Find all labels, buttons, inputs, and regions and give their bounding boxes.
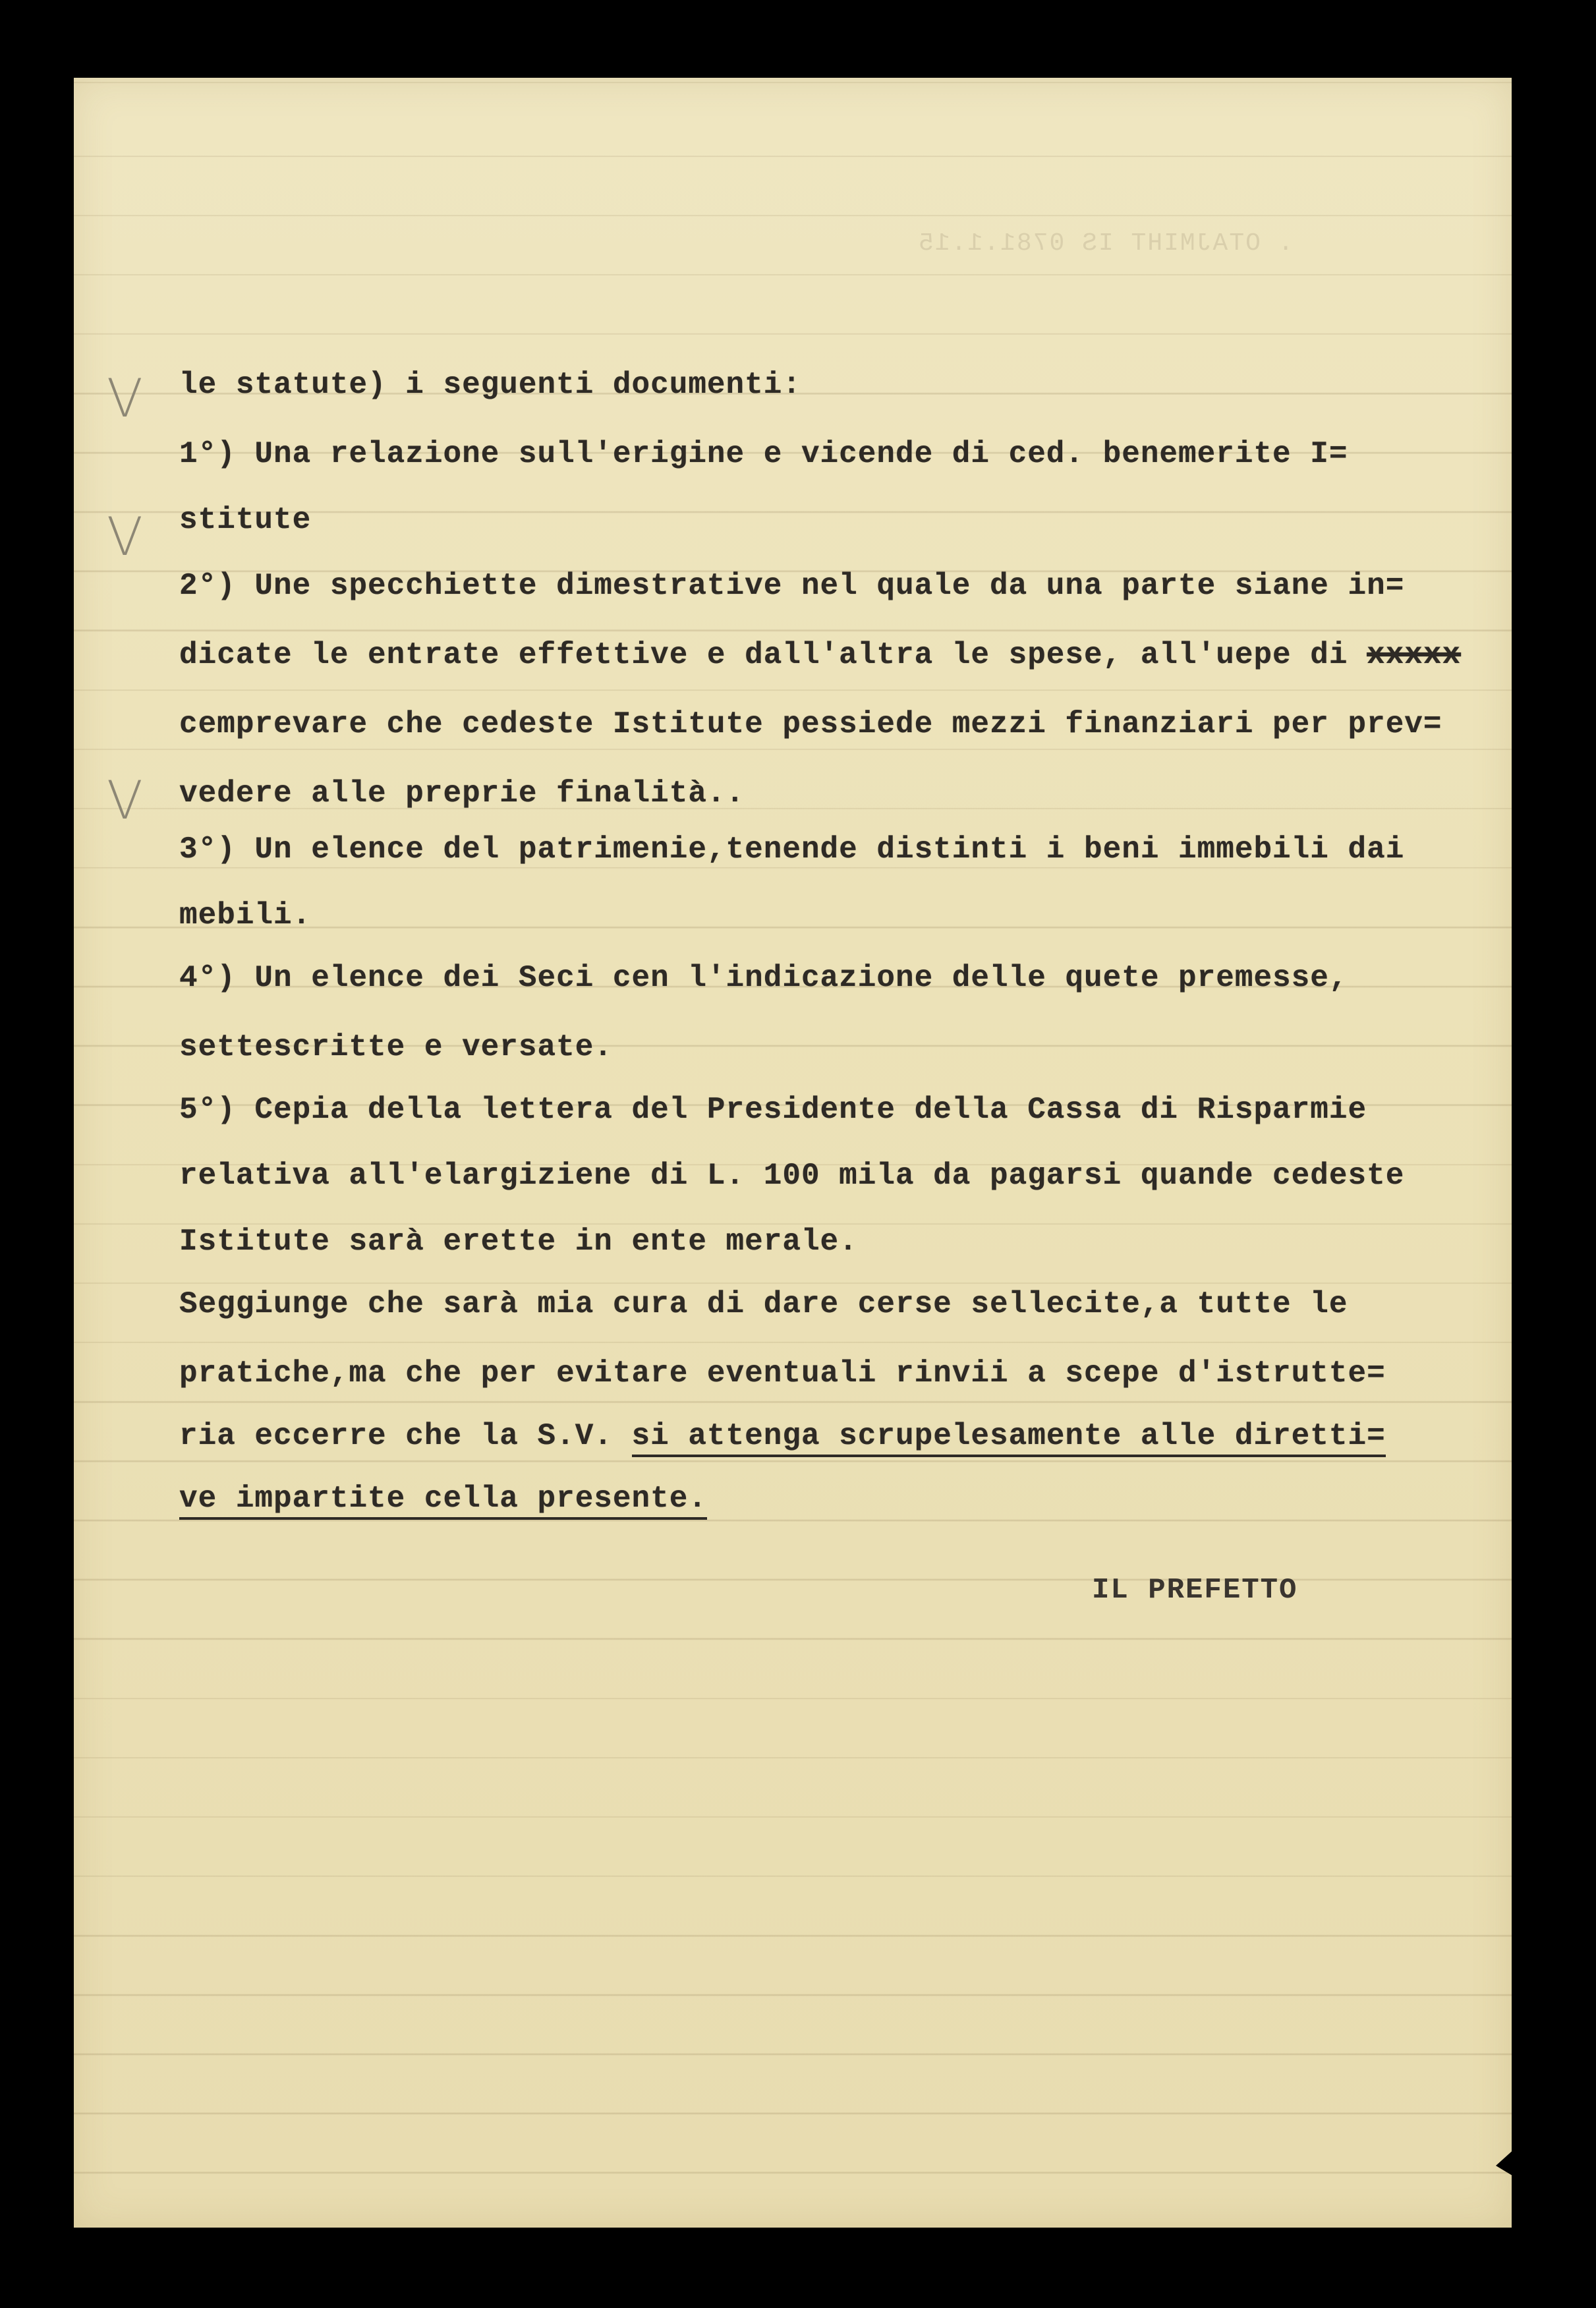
document-page	[74, 78, 1512, 2228]
text-line: mebili.	[179, 898, 312, 933]
text-line: 3°) Un elence del patrimenie,tenende distinti i beni immebili dai	[179, 832, 1405, 867]
text-line	[179, 1419, 1386, 1453]
text-line: pratiche,ma che per evitare eventuali rinvii a scepe d'istrutte=	[179, 1356, 1386, 1391]
text-line: 4°) Un elence dei Seci cen l'indicazione delle quete premesse,	[179, 961, 1348, 995]
text-line: stitute	[179, 503, 312, 537]
show-through-text: . OTAJMIHT IS 0781.1.15	[917, 229, 1294, 258]
text-line: 5°) Cepia della lettera del Presidente della Cassa di Risparmie	[179, 1093, 1367, 1127]
text-line	[179, 1482, 707, 1516]
text-fragment: ria eccerre che la S.V.	[179, 1419, 632, 1453]
struck-out-word: xxxxx	[1367, 638, 1462, 672]
text-line: Istitute sarà erette in ente merale.	[179, 1225, 858, 1259]
text-line: cemprevare che cedeste Istitute pessiede mezzi finanziari per prev=	[179, 707, 1442, 741]
check-mark-1: V	[107, 368, 143, 429]
text-line: 2°) Une specchiette dimestrative nel quale da una parte siane in=	[179, 569, 1405, 603]
text-line	[179, 638, 1461, 672]
text-line: settescritte e versate.	[179, 1030, 613, 1064]
text-fragment: dicate le entrate effettive e dall'altra le spese, all'uepe di	[179, 638, 1348, 672]
text-line: vedere alle preprie finalità..	[179, 776, 745, 811]
text-line: relativa all'elargiziene di L. 100 mila da pagarsi quande cedeste	[179, 1159, 1405, 1193]
text-line: Seggiunge che sarà mia cura di dare cerse sellecite,a tutte le	[179, 1287, 1348, 1321]
underlined-text: si attenga scrupelesamente alle diretti=	[632, 1419, 1386, 1457]
text-line: le statute) i seguenti documenti:	[179, 368, 801, 402]
text-line: 1°) Una relazione sull'erigine e vicende di ced. benemerite I=	[179, 437, 1348, 471]
underlined-text: ve impartite cella presente.	[179, 1482, 707, 1520]
signature-line: IL PREFETTO	[1092, 1574, 1298, 1607]
check-mark-3: V	[107, 770, 143, 831]
check-mark-2: V	[107, 506, 143, 567]
